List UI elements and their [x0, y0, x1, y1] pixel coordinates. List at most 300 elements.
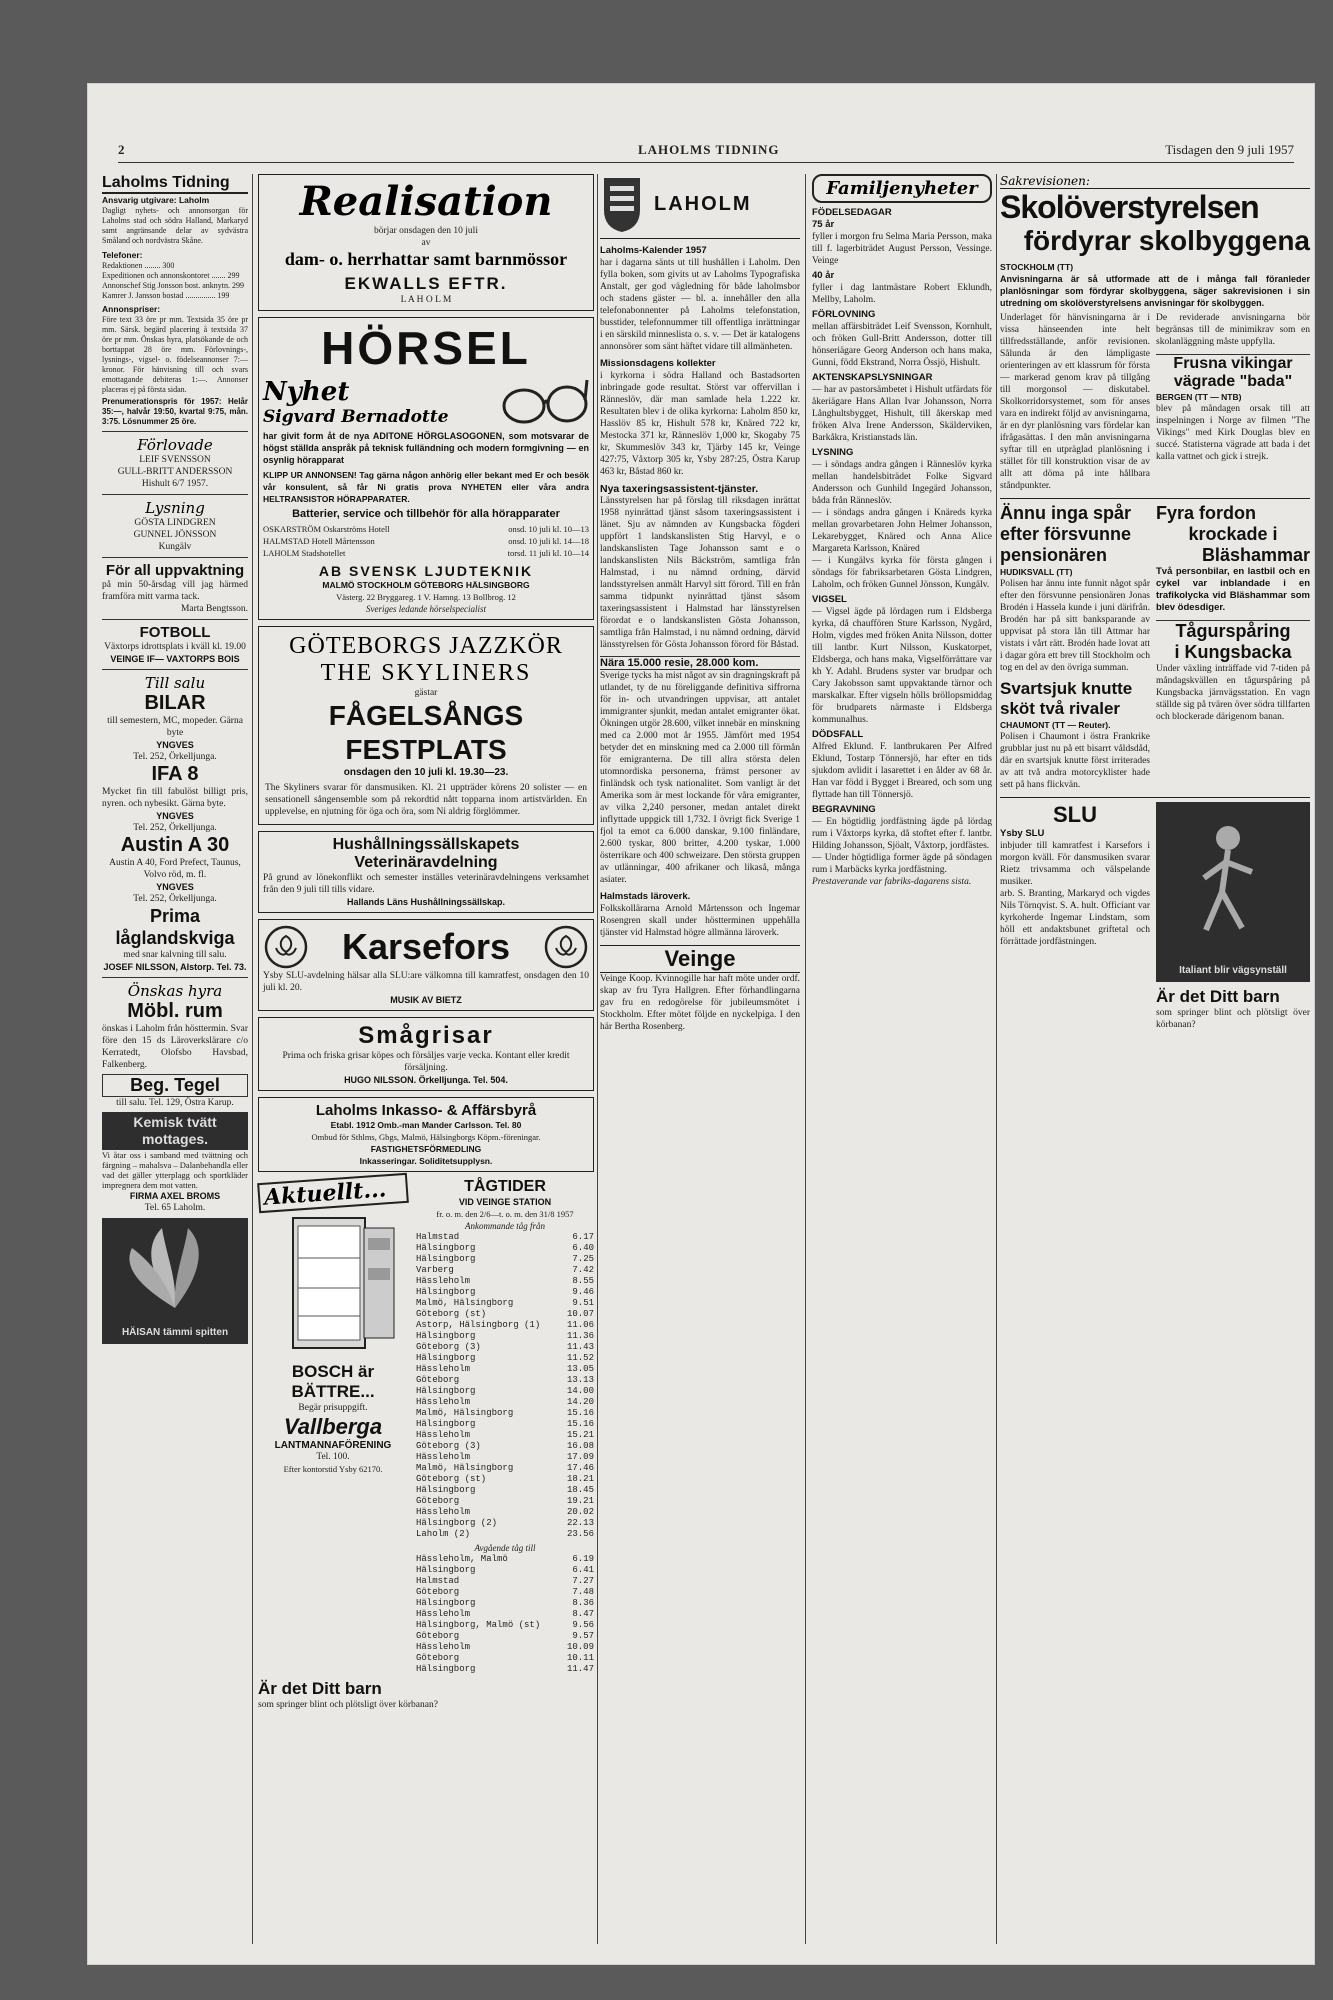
aktuellt-label: Aktuellt... [257, 1173, 409, 1213]
ifa-heading: IFA 8 [151, 763, 199, 785]
train-time: 10.09 [566, 1642, 594, 1652]
bosch-title: BOSCH är BÄTTRE... [291, 1362, 375, 1401]
horsel-schedule [263, 523, 589, 559]
train-destination: Hässleholm [416, 1430, 471, 1440]
column-2 [258, 174, 594, 1711]
train-destination: Göteborg [416, 1631, 460, 1641]
train-destination: Hälsingborg, Malmö (st) [416, 1620, 541, 1630]
train-time: 14.20 [566, 1397, 594, 1407]
fodelsedagar-label: FÖDELSEDAGAR [812, 207, 892, 218]
ankommande-list [416, 1232, 594, 1540]
train-time: 8.47 [572, 1609, 594, 1619]
train-destination: Varberg [416, 1265, 454, 1275]
train-time: 9.51 [572, 1298, 594, 1308]
train-destination: Göteborg [416, 1587, 460, 1597]
forlovning-text: mellan affärsbiträdet Leif Svensson, Kornhult, och fröken Gull-Britt Andersson, dotter till hönseriägare Georg Anderson och hans maka, Gunni, född Ekstrand, Norra Össjö, Hishult. [812, 322, 992, 368]
masthead-text: Dagligt nyhets- och annonsorgan för Laholms stad och södra Halland, Markaryd samt angränsande delar av sydvästra Småland och nordvästra Skåne. [102, 206, 248, 245]
veinge-heading: Veinge [600, 945, 800, 973]
train-row [416, 1430, 594, 1441]
clover-emblem-icon [263, 924, 309, 970]
svart-headline-1: Svartsjuk knutte [1000, 679, 1133, 698]
annonspriser-label: Annonspriser: [102, 304, 161, 314]
train-row [416, 1620, 594, 1631]
ardet-text-2: som springer blint och plötsligt över körbanan? [1156, 1008, 1310, 1030]
train-row [416, 1529, 594, 1540]
train-time: 18.21 [566, 1474, 594, 1484]
avgaende-label: Avgående tåg till [474, 1543, 536, 1553]
masthead: Laholms Tidning [102, 174, 248, 194]
train-row [416, 1452, 594, 1463]
vallberga-kontor: Efter kontorstid Ysby 62170. [283, 1464, 383, 1474]
train-destination: Hälsingborg [416, 1254, 476, 1264]
ankommande-label: Ankommande tåg från [465, 1221, 545, 1231]
fyra-headline-1: Fyra fordon [1156, 503, 1257, 523]
tel-kamrer: Kamrer J. Jansson bostad ............... 199 [102, 291, 230, 300]
slu-text-2: arb. S. Branting, Markaryd och vigdes Nils Törnqvist. S. A. hult. Officiant var kyrkoherde Ingemar Lindstam, som höll ett andaktsbunet griftetal och förrättade jordfästningen. [1000, 889, 1150, 947]
ardet-heading-2: Är det Ditt barn [1156, 987, 1280, 1006]
train-row [416, 1298, 594, 1309]
annu-byline: HUDIKSVALL (TT) [1000, 567, 1073, 577]
train-time: 18.45 [566, 1485, 594, 1495]
train-row [416, 1554, 594, 1565]
train-destination: Göteborg [416, 1653, 460, 1663]
skol-text-2: De reviderade anvisningarna bör begränsas till de minimikrav som en skolanläggning måste uppfylla. [1156, 313, 1310, 347]
laholm-crest-icon [600, 174, 644, 234]
tag-headline-2: i Kungsbacka [1174, 642, 1292, 662]
leaf-icon [102, 1218, 248, 1318]
fotboll-heading: FOTBOLL [139, 624, 211, 641]
karsefors-ad [258, 919, 594, 1011]
train-destination: Hälsingborg [416, 1331, 476, 1341]
forl-name-1: LEIF SVENSSON [139, 455, 211, 465]
tagtider-title: TÅGTIDER [464, 1178, 546, 1195]
halmstad-title: Halmstads läroverk. [600, 891, 691, 902]
inkasso-title: Laholms Inkasso- & Affärsbyrå [315, 1102, 537, 1119]
train-row [416, 1397, 594, 1408]
running-child-icon [1156, 802, 1304, 952]
begravning-text: — En högtidlig jordfästning ägde på lördag rum i Våxtorps kyrka, då stoftet efter f. lantbr. Hilding Johansson, Sjöalt, Våxtorp, jordfästes. [812, 817, 992, 851]
tagtider-dates: fr. o. m. den 2/6—t. o. m. den 31/8 1957 [436, 1209, 574, 1219]
train-destination: Hässleholm [416, 1452, 471, 1462]
bilar-heading: BILAR [144, 692, 206, 714]
column-4 [812, 174, 992, 888]
train-row [416, 1463, 594, 1474]
lysning-text-2: — i söndags andra gången i Knäreds kyrka mellan grovarbetaren John Helmer Johansson, Lekarebygget, Knäred och Anna Alice Margareta Karlsson, Knäred [812, 508, 992, 554]
forlovade-heading: Förlovade [137, 436, 213, 454]
bernadotte-label: Sigvard Bernadotte [263, 407, 449, 427]
train-destination: Astorp, Hälsingborg (1) [416, 1320, 541, 1330]
inkasso-3: FASTIGHETSFÖRMEDLING [370, 1144, 482, 1154]
train-time: 20.02 [566, 1507, 594, 1517]
realisation-firm: EKWALLS EFTR. [344, 274, 508, 293]
train-destination: Halmstad [416, 1232, 460, 1242]
fyra-headline-2: krockade i [1188, 524, 1278, 544]
train-destination: Göteborg (st) [416, 1474, 487, 1484]
vigsel-label: VIGSEL [812, 594, 847, 605]
train-row [416, 1419, 594, 1430]
train-destination: Hälsingborg [416, 1386, 476, 1396]
batterier-text: Batterier, service och tillbehör för alla hörapparater [292, 508, 560, 520]
annu-headline-2: efter försvunne [1000, 524, 1132, 544]
mobl-heading: Möbl. rum [127, 1000, 223, 1022]
kemisk-text: Vi åtar oss i samband med tvättning och färgning – mahalsva – Dalanbehandla eller vad det gäller ytterplagg och sportkläder impregnera dem mot vatten. [102, 1150, 248, 1190]
lys-name-1: GÖSTA LINDGREN [134, 518, 216, 528]
train-row [416, 1243, 594, 1254]
fod-40-text: fyller i dag lantmästare Robert Eklundh, Mellby, Laholm. [812, 283, 992, 305]
train-time: 22.13 [566, 1518, 594, 1528]
tillsalu-heading: Till salu [144, 674, 206, 692]
train-row [416, 1653, 594, 1664]
train-row [416, 1642, 594, 1653]
train-row [416, 1386, 594, 1397]
ab-name: AB SVENSK LJUDTEKNIK [318, 563, 534, 579]
train-time: 9.46 [572, 1287, 594, 1297]
ardet-text-1: som springer blint och plötsligt över körbanan? [258, 1700, 438, 1710]
yngves-3-tel: Tel. 252, Örkelljunga. [133, 894, 217, 904]
train-time: 16.08 [566, 1441, 594, 1451]
train-row [416, 1254, 594, 1265]
uppvaktning-heading: För all uppvaktning [105, 562, 245, 579]
inkasso-1: Etabl. 1912 Omb.-man Mander Carlsson. Tel. 80 [330, 1120, 522, 1130]
fagelsang-ad [258, 626, 594, 825]
train-time: 8.36 [572, 1598, 594, 1608]
hushall-title: Hushållningssällskapets Veterinäravdelning [332, 836, 520, 871]
train-destination: Hälsingborg [416, 1565, 476, 1575]
annu-text: Polisen har ännu inte funnit något spår efter den försvunne pensionären Jonas Brodén i Hassela kunde i juni därifrån. Brodén har på sitt banksparande av uppvisat på stora lån till Attmar har vistats i vårt rätt. Brodén hade lovat att i dagar göra ett brev till Stockholm och tog en del av den övriga summan. [1000, 579, 1150, 673]
fyra-text: Två personbilar, en lastbil och en cykel var inblandade i en trafikolycka vid Bläshammar som blev ödesdiger. [1156, 566, 1310, 613]
sakrev-label: Sakrevisionen: [1000, 174, 1310, 189]
page-header [118, 136, 1294, 163]
lysning-text-1: — i söndags andra gången i Ränneslöv kyrka mellan handelsbiträdet Folke Sigvard Andersson och Gunhild Ingegärd Johansson, båda från Ränneslöv. [812, 460, 992, 506]
vallberga-tel: Tel. 100. [316, 1452, 350, 1462]
tel-chef: Annonschef Stig Jonsson bost. anknytn. 299 [102, 281, 244, 290]
karsefors-text: Ysby SLU-avdelning hälsar alla SLU:are välkomna till kamratfest, onsdagen den 10 juli kl. 20. [263, 971, 589, 993]
train-row [416, 1331, 594, 1342]
nyhet-label: Nyhet [263, 377, 350, 407]
realisation-ad [258, 174, 594, 311]
column-1 [102, 174, 248, 1344]
forl-name-2: GULL-BRITT ANDERSSON [117, 467, 233, 477]
aktenskap-label: AKTENSKAPSLYSNINGAR [812, 372, 933, 383]
train-row [416, 1265, 594, 1276]
fotboll-teams: VEINGE IF— VAXTORPS BOIS [110, 654, 240, 664]
schedule-row [263, 523, 589, 535]
yngves-3: YNGVES [156, 882, 194, 892]
train-destination: Hälsingborg [416, 1419, 476, 1429]
kalender-title: Laholms-Kalender 1957 [600, 245, 707, 256]
train-time: 17.09 [566, 1452, 594, 1462]
train-row [416, 1375, 594, 1386]
fagelsang-text: The Skyliners svarar för dansmusiken. Kl. 21 uppträder körens 20 solister — en sensationell sångensemble som på rekordtid nått topparna inom artistvärlden. En upplevelse, en njutning för öga och öra, som Ni aldrig förglömmer. [265, 783, 587, 817]
begravning-label: BEGRAVNING [812, 804, 876, 815]
avgaende-list [416, 1554, 594, 1675]
schedule-time: onsd. 10 juli kl. 10—13 [508, 524, 589, 534]
train-row [416, 1408, 594, 1419]
tel-redaktionen: Redaktionen ........ 300 [102, 261, 175, 270]
realisation-main: dam- o. herrhattar samt barnmössor [284, 249, 568, 269]
yngves-2-tel: Tel. 252, Örkelljunga. [133, 823, 217, 833]
italiant-text: Italiant blir vägsynställ [1179, 965, 1287, 976]
laholm-title: LAHOLM [654, 192, 752, 215]
traffic-photo [1156, 802, 1310, 982]
skol-headline-2: fördyrar skolbyggena [1023, 225, 1310, 256]
klipp-text: KLIPP UR ANNONSEN! Tag gärna någon anhörig eller bekant med Er och besök vår konsulent, så får Ni gratis prova NYHETEN eller våra andra HELTRANSISTOR HÖRAPPARATER. [263, 470, 589, 504]
schedule-time: torsd. 11 juli kl. 10—14 [507, 548, 589, 558]
lysning-heading: Lysning [145, 499, 205, 517]
train-time: 11.43 [566, 1342, 594, 1352]
annonspriser-text: Före text 33 öre pr mm. Textsida 35 öre pr mm. Särsk. begärd placering å textsida 37 öre pr mm. Önskas hyra, platsökande de och borttappat 28 öre mm. Förlovnings-, lysnings-, vigsel- o. födelseannonser 7:— kronor. För hänvisning till och svars emottagande debiteras 1:—. Annonser placeras ej på första sidan. [102, 315, 248, 394]
mobl-text: önskas i Laholm från hösttermin. Svar före den 15 ds Läroverkslärare c/o Kerratedt, Olofsbo Havsbad, Falkenberg. [102, 1024, 248, 1070]
train-row [416, 1474, 594, 1485]
haisan-text: HÄISAN tämmi spitten [121, 1327, 229, 1338]
dodsfall-label: DÖDSFALL [812, 729, 864, 740]
fod-75-text: fyller i morgon fru Selma Maria Persson, maka till f. lagerbiträdet August Persson, Vessinge. Veinge [812, 232, 992, 266]
tel-exp: Expeditionen och annonskontoret ....... 299 [102, 271, 240, 280]
train-time: 8.55 [572, 1276, 594, 1286]
prima-name: JOSEF NILSSON, Alstorp. Tel. 73. [103, 962, 247, 972]
train-destination: Hälsingborg [416, 1485, 476, 1495]
kemisk-heading: Kemisk tvätt mottages. [102, 1112, 248, 1150]
train-time: 19.21 [566, 1496, 594, 1506]
train-destination: Hälsingborg (2) [416, 1518, 498, 1528]
nara-text: Sverige tycks ha mist något av sin dragningskraft på utlandet, ty de nu föreliggande definitiva siffrorna för in- och utvandringen uppvisar, att antalet immigranter sjunkit, medan antalet emigranter ökat. Ökningen utgör 28.600, vilket innebär en minskning med ca 2.000 mot år 1955. Jämfört med 1954 betyder det en minskning med ca 2.000 till förmån för emigranterna. De till allra största delen utomnordiska personerna, främst personer av finländsk och tysk nationalitet. Som vanligt är det Amerika som är mest lockande för våra emigranter, av vilka 2,240 personer, medan antalet direkt inflyttade uppgick till 1,732. I övrigt fick Sverige 1 fjol ta emot ca 6.000 danskar, 9.100 finländare, 2.600 tyskar, 800 britter, 4.200 tyskar, 1.000 österrikare och 400 schweizare. Den största gruppen av utlänningar, 400 afrikaner och likaså, många asiater. [600, 671, 800, 885]
train-row [416, 1631, 594, 1642]
train-row [416, 1364, 594, 1375]
train-destination: Hässleholm, Malmö [416, 1554, 508, 1564]
clover-emblem-icon [543, 924, 589, 970]
train-time: 11.47 [566, 1664, 594, 1674]
ab-tag: Sveriges ledande hörselspecialist [366, 604, 486, 614]
yngves-2: YNGVES [156, 811, 194, 821]
train-row [416, 1518, 594, 1529]
smagrisar-name: HUGO NILSSON. Örkelljunga. Tel. 504. [344, 1075, 508, 1085]
ab-cities: MALMÖ STOCKHOLM GÖTEBORG HÄLSINGBORG [322, 580, 530, 590]
nya-title: Nya taxeringsassistent-tjänster. [600, 483, 759, 495]
train-time: 6.40 [572, 1243, 594, 1253]
train-destination: Laholm (2) [416, 1529, 471, 1539]
page-number: 2 [118, 142, 125, 157]
ardet-heading-1: Är det Ditt barn [258, 1679, 382, 1698]
ab-addr: Västerg. 22 Bryggareg. 1 V. Hamng. 13 Bollbrog. 12 [336, 592, 516, 602]
bilar-text: till semestern, MC, mopeder. Gärna byte [107, 716, 243, 738]
schedule-row [263, 535, 589, 547]
train-time: 7.27 [572, 1576, 594, 1586]
prima-text: med snar kalvning till salu. [123, 950, 227, 960]
firma-name: FIRMA AXEL BROMS [129, 1191, 221, 1201]
train-destination: Hässleholm [416, 1276, 471, 1286]
train-destination: Göteborg (st) [416, 1309, 487, 1319]
train-destination: Hälsingborg [416, 1287, 476, 1297]
telefoner-label: Telefoner: [102, 250, 143, 260]
smagrisar-title: Smågrisar [358, 1022, 494, 1049]
horsel-ad [258, 317, 594, 620]
veinge-text: Veinge Koop. Kvinnogille har haft möte under ordf. skap av fru Tyra Hallgren. Efter förhandlingarna gav fru en redogörelse för jubileumsmötet i Stockholm. Efter mötet följde en nyckelpiga. I den här Bertha Rosenberg. [600, 974, 800, 1032]
bosch-ad [258, 1178, 408, 1675]
train-destination: Hässleholm [416, 1507, 471, 1517]
svart-headline-2: sköt två rivaler [1000, 699, 1121, 718]
frusna-headline-2: vägrade "bada" [1173, 373, 1293, 390]
train-row [416, 1287, 594, 1298]
lantman-label: LANTMANNAFÖRENING [274, 1440, 392, 1451]
annu-headline-1: Ännu inga spår [1000, 503, 1132, 523]
train-destination: Malmö, Hälsingborg [416, 1463, 514, 1473]
aktenskap-text: — har av pastorsämbetet i Hishult utfärdats för åkeriägare Hans Allan Ivar Johansson, Norra Långhultsbygget, Hishult, till åkerskap med fröken Alva Irene Andersson, Skälderviken, Barkåkra, Kristianstads län. [812, 385, 992, 443]
newspaper-page [88, 84, 1314, 1964]
slu-text: inbjuder till kamratfest i Karsefors i morgon kväll. För dansmusiken svarar Rietz trivsamma och välspelande musiker. [1000, 841, 1150, 887]
realisation-title: Realisation [299, 178, 553, 225]
schedule-place: OSKARSTRÖM Oskarströms Hotell [263, 524, 390, 534]
familj-heading: Familjenyheter [812, 174, 992, 203]
austin-heading: Austin A 30 [120, 834, 230, 856]
train-time: 6.19 [572, 1554, 594, 1564]
halmstad-text: Folkskollärarna Arnold Mårtensson och Ingemar Rosengren skall under höstterminen uppehålla tjänster vid Halmstad högre allmänna läroverk. [600, 904, 800, 938]
train-time: 7.48 [572, 1587, 594, 1597]
train-row [416, 1507, 594, 1518]
train-destination: Göteborg [416, 1375, 460, 1385]
tagtider-box [416, 1178, 594, 1675]
slu-heading: SLU [1053, 802, 1097, 827]
skol-text: Underlaget för hänvisningarna är i vissa hänseenden inte helt tillfredsställande, anför revisionen. Sålunda är den lämpligaste orienteringen av ett klassrum för första — markerad genom krav på tillgång till morgonsol — diskutabel. Skolkorridorsystemet, som för anses vara en indirekt följd av anvisningarna, är en dyr planlösning vars fördelar kan ifrågasättas. I den mån anvisningarna syftar till en utpräglad planlösning i stället för till konstruktion visar de av allt att döma på inte hållbara ståndpunkter. [1000, 313, 1150, 491]
onskas-heading: Önskas hyra [127, 982, 223, 1000]
uppvaktning-text: på min 50-årsdag vill jag härmed framföra mitt varma tack. [102, 580, 248, 602]
fod-40: 40 år [812, 270, 835, 281]
train-time: 13.05 [566, 1364, 594, 1374]
train-destination: Hälsingborg [416, 1353, 476, 1363]
fagelsang-title: FÅGELSÅNGS FESTPLATS [328, 700, 524, 765]
train-time: 13.13 [566, 1375, 594, 1385]
horsel-title: HÖRSEL [321, 322, 531, 374]
austin-text: Austin A 40, Ford Prefect, Taunus, Volvo röd, m. fl. [109, 858, 241, 880]
fyra-headline-3: Bläshammar [1201, 545, 1310, 565]
column-3 [600, 174, 800, 1033]
train-row [416, 1664, 594, 1675]
fod-75: 75 år [812, 219, 835, 230]
train-row [416, 1309, 594, 1320]
smagrisar-ad [258, 1017, 594, 1091]
skyliners-title: THE SKYLINERS [320, 660, 532, 686]
train-time: 7.42 [572, 1265, 594, 1275]
train-time: 11.36 [566, 1331, 594, 1341]
train-row [416, 1598, 594, 1609]
lysning-text-3: — i Kungälvs kyrka för första gången i söndags för fabriksarbetaren Gösta Lindgren, Laholm, och fröken Gunnel Jönsson, Kungälv. [812, 556, 992, 590]
train-destination: Hälsingborg [416, 1598, 476, 1608]
nara-title: Nära 15.000 resie, 28.000 kom. [600, 656, 800, 670]
train-row [416, 1342, 594, 1353]
skol-lead: Anvisningarna är så utformade att de i många fall föranleder planlösningar som fördyrar skolbyggena, säger sakrevisionen i sin utredning om skolöverstyrelsens anvisningar för skolbyggen. [1000, 274, 1310, 308]
fotboll-text: Växtorps idrottsplats i kväll kl. 19.00 [104, 642, 246, 652]
hushall-text: På grund av lönekonflikt och semester inställes veterinäravdelningens verksamhet från den 9 juli till tills vidare. [263, 873, 589, 895]
beg-heading: Beg. Tegel [102, 1074, 248, 1097]
train-destination: Hälsingborg [416, 1243, 476, 1253]
train-destination: Hässleholm [416, 1364, 471, 1374]
gastar-label: gästar [414, 688, 438, 698]
vigsel-text: — Vigsel ägde på lördagen rum i Eldsberga kyrka, då chauffören Sture Karlsson, Nygård, Holm, vigdes med fröken Anita Nilsson, dotter till lantbr. Kurt Nilsson, Kuskatorpet, Eldsberga, och hans maka, Vigselförrättare var kh Y. Adahl. Brudens syster var brudpar och Cary Jakobsson samt uppvaktande tärnor och marskalkar. Efter vigseln hölls bröllopsmiddag för brudparets närmaste i Eldsberga kommunalhus. [812, 607, 992, 725]
train-row [416, 1441, 594, 1452]
train-destination: Göteborg [416, 1496, 460, 1506]
ifa-text: Mycket fin till fabulöst billigt pris, nyren. och nybesikt. Gärna byte. [102, 787, 248, 809]
train-time: 11.52 [566, 1353, 594, 1363]
vallberga-logo: Vallberga [283, 1414, 383, 1439]
bosch-sub: Begär prisuppgift. [298, 1403, 368, 1413]
svart-byline: CHAUMONT (TT — Reuter). [1000, 720, 1111, 730]
hushall-ad [258, 831, 594, 913]
slu-sub: Ysby SLU [1000, 828, 1045, 839]
train-row [416, 1320, 594, 1331]
schedule-time: onsd. 10 juli kl. 14—18 [508, 536, 589, 546]
realisation-av: av [421, 238, 431, 248]
train-destination: Malmö, Hälsingborg [416, 1408, 514, 1418]
schedule-row [263, 547, 589, 559]
haisan-ad [102, 1218, 248, 1344]
train-time: 15.16 [566, 1408, 594, 1418]
horsel-text: har givit form åt de nya ADITONE HÖRGLASOGONEN, som motsvarar de högst ställda anspråk på teknisk fulländning och modern formgivning — en osynlig hörapparat [263, 431, 589, 465]
train-row [416, 1485, 594, 1496]
svart-text: Polisen i Chaumont i östra Frankrike grubblar just nu på ett bisarrt våldsdåd, där en svartsjuk knutte först irriterades av att två andra motorcyklister hade sett på hans flickvän. [1000, 732, 1150, 790]
karsefors-title: Karsefors [341, 926, 511, 967]
realisation-city: L A H O L M [400, 295, 452, 305]
beg-text: till salu. Tel. 129, Östra Karup. [116, 1098, 234, 1108]
skol-headline-1: Skolöverstyrelsen [1000, 189, 1259, 225]
frusna-text: blev på måndagen orsak till att inspelningen i Norge av filmen "The Vikings" med Kirk Douglas blev en succé. Statisterna vägrade att bada i det kalla vattnet och gick i strejk. [1156, 404, 1310, 462]
begravning-text-2: — Under högtidliga former ägde på söndagen rum i Marbäcks kyrka jordfästning. [812, 853, 992, 875]
train-row [416, 1353, 594, 1364]
musik-text: MUSIK AV BIETZ [390, 995, 462, 1005]
train-time: 14.00 [566, 1386, 594, 1396]
goteborgs-title: GÖTEBORGS JAZZKÖR [289, 633, 563, 659]
train-row [416, 1609, 594, 1620]
train-time: 15.16 [566, 1419, 594, 1429]
realisation-sub: börjar onsdagen den 10 juli [374, 226, 478, 236]
train-row [416, 1576, 594, 1587]
train-time: 15.21 [566, 1430, 594, 1440]
schedule-place: HALMSTAD Hotell Mårtensson [263, 536, 375, 546]
train-destination: Hässleholm [416, 1609, 471, 1619]
train-time: 9.56 [572, 1620, 594, 1630]
train-destination: Halmstad [416, 1576, 460, 1586]
train-time: 10.07 [566, 1309, 594, 1319]
train-time: 7.25 [572, 1254, 594, 1264]
tagtider-sub: VID VEINGE STATION [458, 1197, 552, 1207]
inkasso-4: Inkasseringar. Soliditetsupplysn. [359, 1156, 493, 1166]
train-destination: Malmö, Hälsingborg [416, 1298, 514, 1308]
train-destination: Göteborg (3) [416, 1441, 481, 1451]
train-time: 9.57 [572, 1631, 594, 1641]
yngves-1: YNGVES [156, 740, 194, 750]
train-destination: Göteborg (3) [416, 1342, 481, 1352]
lys-place: Kungälv [158, 542, 192, 552]
hushall-sig: Hallands Läns Hushållningssällskap. [346, 897, 506, 907]
firma-tel: Tel. 65 Laholm. [144, 1203, 206, 1213]
train-time: 17.46 [566, 1463, 594, 1473]
annu-headline-3: pensionären [1000, 545, 1108, 565]
train-time: 6.41 [572, 1565, 594, 1575]
dodsfall-text: Alfred Eklund. F. lantbrukaren Per Alfred Eklund, Tostarp Tönnersjö, har efter en tids sjukdom avlidit i lasarettet i en ålder av 68 år. Han var född i Bygget i Breared, och som ung flyttade han till Tönnersjö. [812, 742, 992, 800]
mission-text: i kyrkorna i södra Halland och Bastadsorten inbringade gode resultat. Störst var offervillan i Ränneslöv, där man samlade hela 1.222 kr. Resultaten blev i de olika kyrkorna: Laholm 850 kr, Hasslöv 85 kr, Hishult 578 kr, Knäred 722 kr, Mestocka 371 kr, Ränneslöv 1,000 kr, Skogaby 75 kr, Skummeslöv 343 kr, Tjärby 145 kr, Veinge 427:75, Våxtorp 305 kr, Ysby 287:25, Östra Karup 463 kr, Båstad 860 kr. [600, 371, 800, 477]
schedule-place: LAHOLM Stadshotellet [263, 548, 346, 558]
masthead-sub: Ansvarig utgivare: Laholm [102, 195, 210, 205]
tag-headline-1: Tågurspåring [1156, 620, 1310, 642]
frusna-byline: BERGEN (TT — NTB) [1156, 392, 1242, 402]
lys-name-2: GUNNEL JÖNSSON [133, 530, 217, 540]
frusna-headline-1: Frusna vikingar [1156, 354, 1310, 373]
prenum-text: Prenumerationspris för 1957: Helår 35:—, halvår 19:50, kvartal 9:75, mån. 3:75. Lösnummer 25 öre. [102, 397, 248, 426]
column-5 [1000, 174, 1310, 1031]
train-time: 6.17 [572, 1232, 594, 1242]
train-time: 10.11 [566, 1653, 594, 1663]
smagrisar-text: Prima och friska grisar köpes och försäljes varje vecka. Kontant eller kredit försäljning. [282, 1051, 570, 1073]
paper-title: LAHOLMS TIDNING [638, 142, 780, 157]
nya-text: Länsstyrelsen har på förslag till riksdagen inrättat 1958 nyinrättad tjänst såsom taxeringsassistent i länet. Sju av nämnden av Kungsbacka fögderi uppfört 1 landskanslisten Stig Harvyl, e o landskanslisten Tage Johansson samt e o landskanslisten Nils Bäckström, samtliga från Halmstad, i nu nämnd ordning, därvid landsstyrelsen anmält Harvyl sitt förord. Till en från samma tidpunkt nyinrättad tjänst såsom taxeringsassistent i Halmstad har länsstyrelsen förordat e o landskanslisten Gösta Johansson, samtliga från Halmstad, i nu nämnd ordning, därvid länsstyrelsen för Gösta Johansson förord för Båstad. [600, 496, 800, 650]
